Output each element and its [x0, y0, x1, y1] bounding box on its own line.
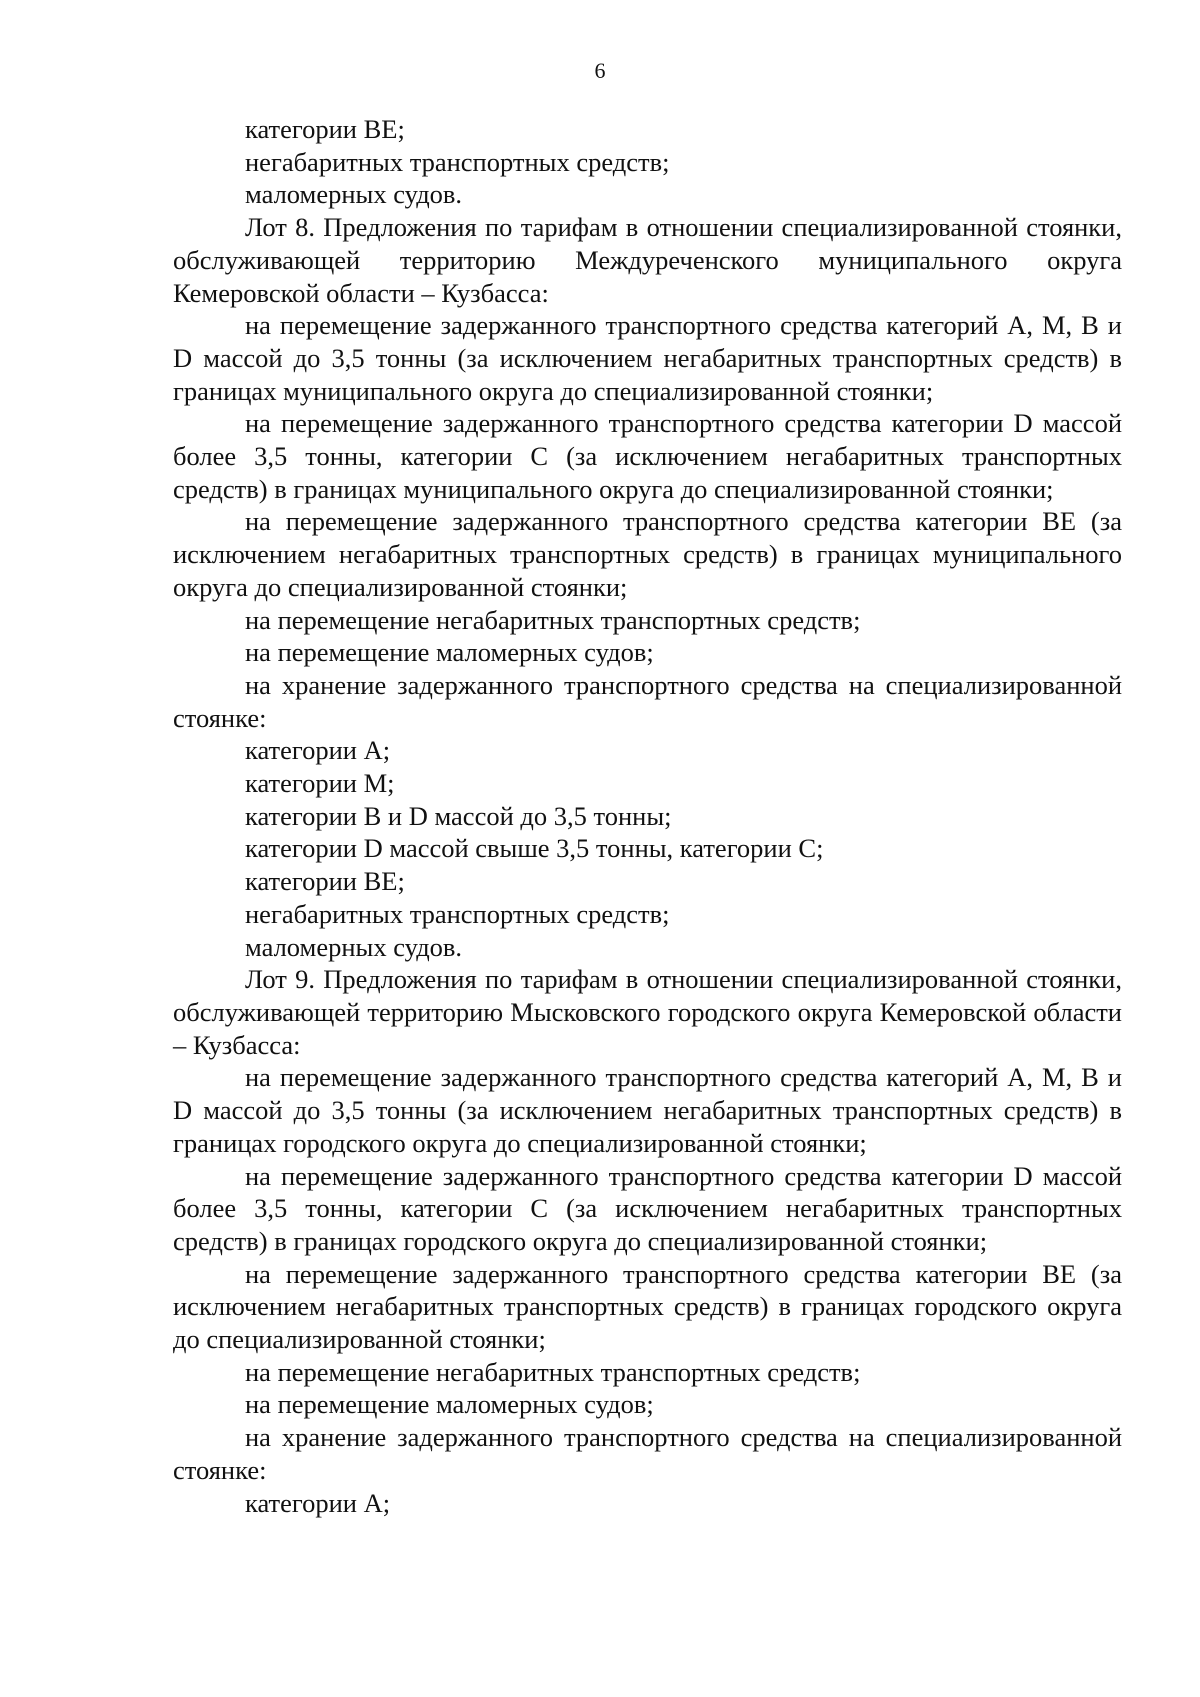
list-item: на перемещение задержанного транспортного средства категории BE (за исключением негабаритных транспортных средств) в границах городского округа до специализированной стоянки; [173, 1258, 1122, 1355]
list-item: на перемещение маломерных судов; [245, 637, 654, 668]
list-item: на перемещение негабаритных транспортных средств; [245, 604, 861, 635]
lot-9-heading: Лот 9. Предложения по тарифам в отношении специализированной стоянки, обслуживающей территорию Мысковского городского округа Кемеровской области – Кузбасса: [173, 964, 1122, 1060]
list-item: на перемещение маломерных судов; [245, 1389, 654, 1420]
list-item: категории BE; [245, 114, 405, 144]
list-item: негабаритных транспортных средств; [245, 898, 670, 929]
list-item: на перемещение задержанного транспортного средства категории D массой более 3,5 тонны, категории C (за исключением негабаритных транспортных средств) в границах муниципального округа до специализированной стоянки; [173, 408, 1122, 504]
list-item: на перемещение задержанного транспортного средства категорий A, M, B и D массой до 3,5 тонны (за исключением негабаритных транспортных средств) в границах муниципального округа до специализированной стоянки; [173, 310, 1122, 406]
list-item: на хранение задержанного транспортного средства на специализированной стоянке: [173, 1422, 1122, 1485]
list-item: на хранение задержанного транспортного средства на специализированной стоянке: [173, 669, 1122, 733]
list-item: категории A; [245, 1487, 391, 1518]
list-item: категории D массой свыше 3,5 тонны, категории C; [245, 833, 824, 864]
list-item: категории B и D массой до 3,5 тонны; [245, 800, 672, 831]
page-number: 6 [594, 58, 606, 83]
list-item: на перемещение задержанного транспортного средства категорий A, M, B и D массой до 3,5 тонны (за исключением негабаритных транспортных средств) в границах городского округа до специализированной стоянки; [173, 1062, 1122, 1158]
list-item: негабаритных транспортных средств; [245, 146, 670, 177]
list-item: категории M; [245, 768, 395, 799]
list-item: маломерных судов. [245, 179, 463, 210]
list-item: категории BE; [245, 866, 405, 897]
list-item: на перемещение задержанного транспортного средства категории BE (за исключением негабаритных транспортных средств) в границах муниципального округа до специализированной стоянки; [173, 506, 1122, 602]
document-body [173, 113, 1122, 1519]
list-item: на перемещение негабаритных транспортных средств; [245, 1356, 861, 1387]
list-item: на перемещение задержанного транспортного средства категории D массой более 3,5 тонны, категории C (за исключением негабаритных транспортных средств) в границах городского округа до специализированной стоянки; [173, 1160, 1122, 1256]
list-item: категории A; [245, 735, 391, 766]
lot-8-heading: Лот 8. Предложения по тарифам в отношении специализированной стоянки, обслуживающей территорию Междуреченского муниципального округа Кемеровской области – Кузбасса: [173, 212, 1122, 308]
list-item: маломерных судов. [245, 931, 463, 962]
